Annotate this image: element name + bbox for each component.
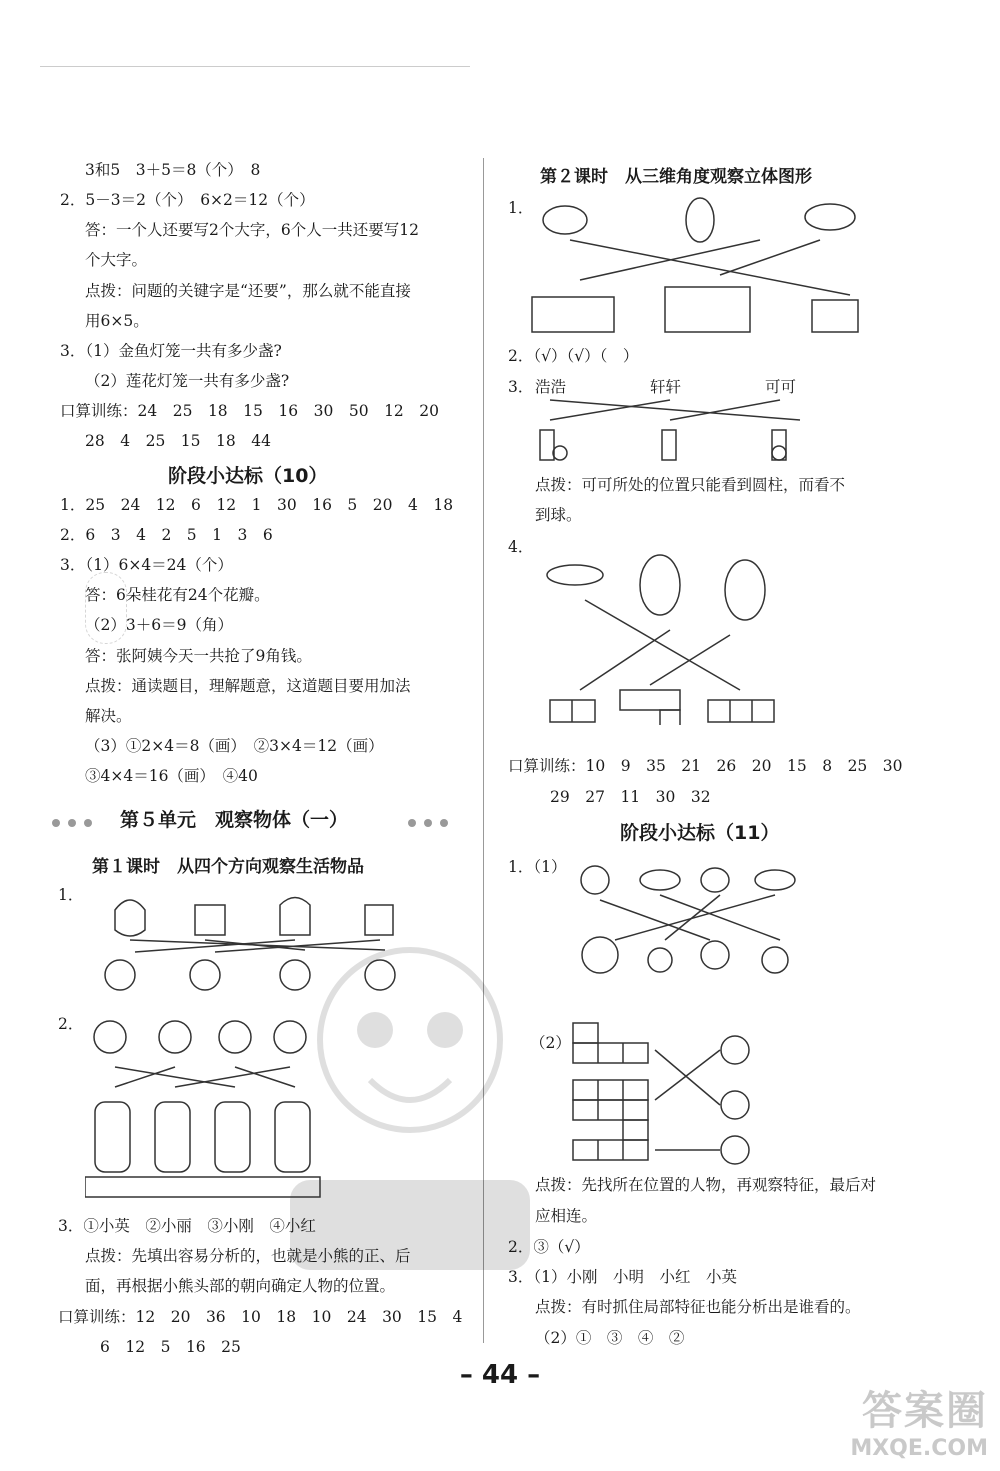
q1-matching-figure [95,880,425,1000]
unit-dots-right [408,812,456,831]
left-line-1: 3和5 3＋5＝8（个） 8 [85,161,261,179]
left-line-8: （2）莲花灯笼一共有多少盏? [85,372,290,390]
s11-line-1: 2．③（√） [508,1238,590,1256]
l1-q3-line-1: 3．①小英 ②小丽 ③小刚 ④小红 [58,1217,316,1235]
l1-q3-line-2: 点拨：先填出容易分析的，也就是小熊的正、后 [85,1247,411,1265]
r-q3-label: 3． [508,378,534,396]
r-q1-label: 1． [508,199,534,217]
r-q3-tip-1: 点拨：可可所处的位置只能看到圆柱，而看不 [535,476,846,494]
left-line-2: 2．5－3＝2（个） 6×2＝12（个） [60,191,315,209]
s11-q1-figure [575,860,805,980]
q2-matching-figure [85,1012,325,1202]
s10-line-9: （3）①2×4＝8（画） ②3×4＝12（画） [85,737,384,755]
r-q3-name-1: 浩浩 [535,378,567,396]
page-number: – 44 – [459,1360,541,1390]
l1-q1-label: 1． [58,886,84,904]
top-rule [40,66,470,67]
r-calc-1: 口算训练：10 9 35 21 26 20 15 8 25 30 [508,757,903,775]
s11-tip-2: 应相连。 [535,1207,598,1225]
r-q4-figure [540,545,780,725]
l1-calc-1: 口算训练：12 20 36 10 18 10 24 30 15 4 [58,1308,463,1326]
r-q3-name-2: 轩轩 [650,378,682,396]
r-q4-label: 4． [508,538,534,556]
section-title-10: 阶段小达标（10） [168,465,328,487]
s11-line-3: 点拨：有时抓住局部特征也能分析出是谁看的。 [535,1298,861,1316]
stamp-mark [85,572,127,644]
s11-q1b-label: （2） [530,1034,571,1052]
left-line-5: 点拨：问题的关键字是“还要”，那么就不能直接 [85,282,411,300]
lesson2-title: 第２课时 从三维角度观察立体图形 [540,167,812,187]
l1-q3-line-3: 面，再根据小熊头部的朝向确定人物的位置。 [85,1277,396,1295]
l1-q2-label: 2． [58,1015,84,1033]
s11-line-4: （2）① ③ ④ ② [535,1329,685,1347]
watermark-line-2: MXQE.COM [850,1436,988,1461]
s11-q1b-figure [570,1020,780,1170]
s10-line-8: 解决。 [85,707,132,725]
left-line-6: 用6×5。 [85,312,149,330]
left-line-9: 口算训练：24 25 18 15 16 30 50 12 20 [60,402,440,420]
s10-line-3: 3．（1）6×4＝24（个） [60,556,233,574]
s11-q1-label: 1．（1） [508,858,567,876]
r-q3-name-3: 可可 [765,378,797,396]
left-line-3: 答：一个人还要写2个大字，6个人一共还要写12 [85,221,419,239]
section-title-11: 阶段小达标（11） [620,822,780,844]
s11-line-2: 3．（1）小刚 小明 小红 小英 [508,1268,737,1286]
left-line-10: 28 4 25 15 18 44 [85,432,271,450]
s10-line-2: 2．6 3 4 2 5 1 3 6 [60,526,273,544]
s10-line-10: ③4×4＝16（画） ④40 [85,767,258,785]
left-line-4: 个大字。 [85,251,148,269]
lesson1-title: 第１课时 从四个方向观察生活物品 [92,857,364,877]
left-line-7: 3．（1）金鱼灯笼一共有多少盏? [60,342,282,360]
s10-line-7: 点拨：通读题目，理解题意，这道题目要用加法 [85,677,411,695]
r-q3-figure [530,395,820,465]
s10-line-4: 答：6朵桂花有24个花瓣。 [85,586,270,604]
r-calc-2: 29 27 11 30 32 [550,788,711,806]
unit-title: 第５单元 观察物体（一） [120,809,349,831]
s10-line-5: （2）3＋6＝9（角） [85,616,233,634]
r-q2: 2．（√）（√）（ ） [508,347,639,365]
r-q1-figure [520,195,870,335]
site-watermark [850,1379,988,1461]
unit-dots-left [52,812,100,831]
s10-line-6: 答：张阿姨今天一共抢了9角钱。 [85,647,312,665]
watermark-line-1: 答案圈 [862,1388,988,1434]
s10-line-1: 1．25 24 12 6 12 1 30 16 5 20 4 18 [60,496,454,514]
r-q3-tip-2: 到球。 [535,506,582,524]
s11-tip-1: 点拨：先找所在位置的人物，再观察特征，最后对 [535,1176,877,1194]
l1-calc-2: 6 12 5 16 25 [100,1338,241,1356]
